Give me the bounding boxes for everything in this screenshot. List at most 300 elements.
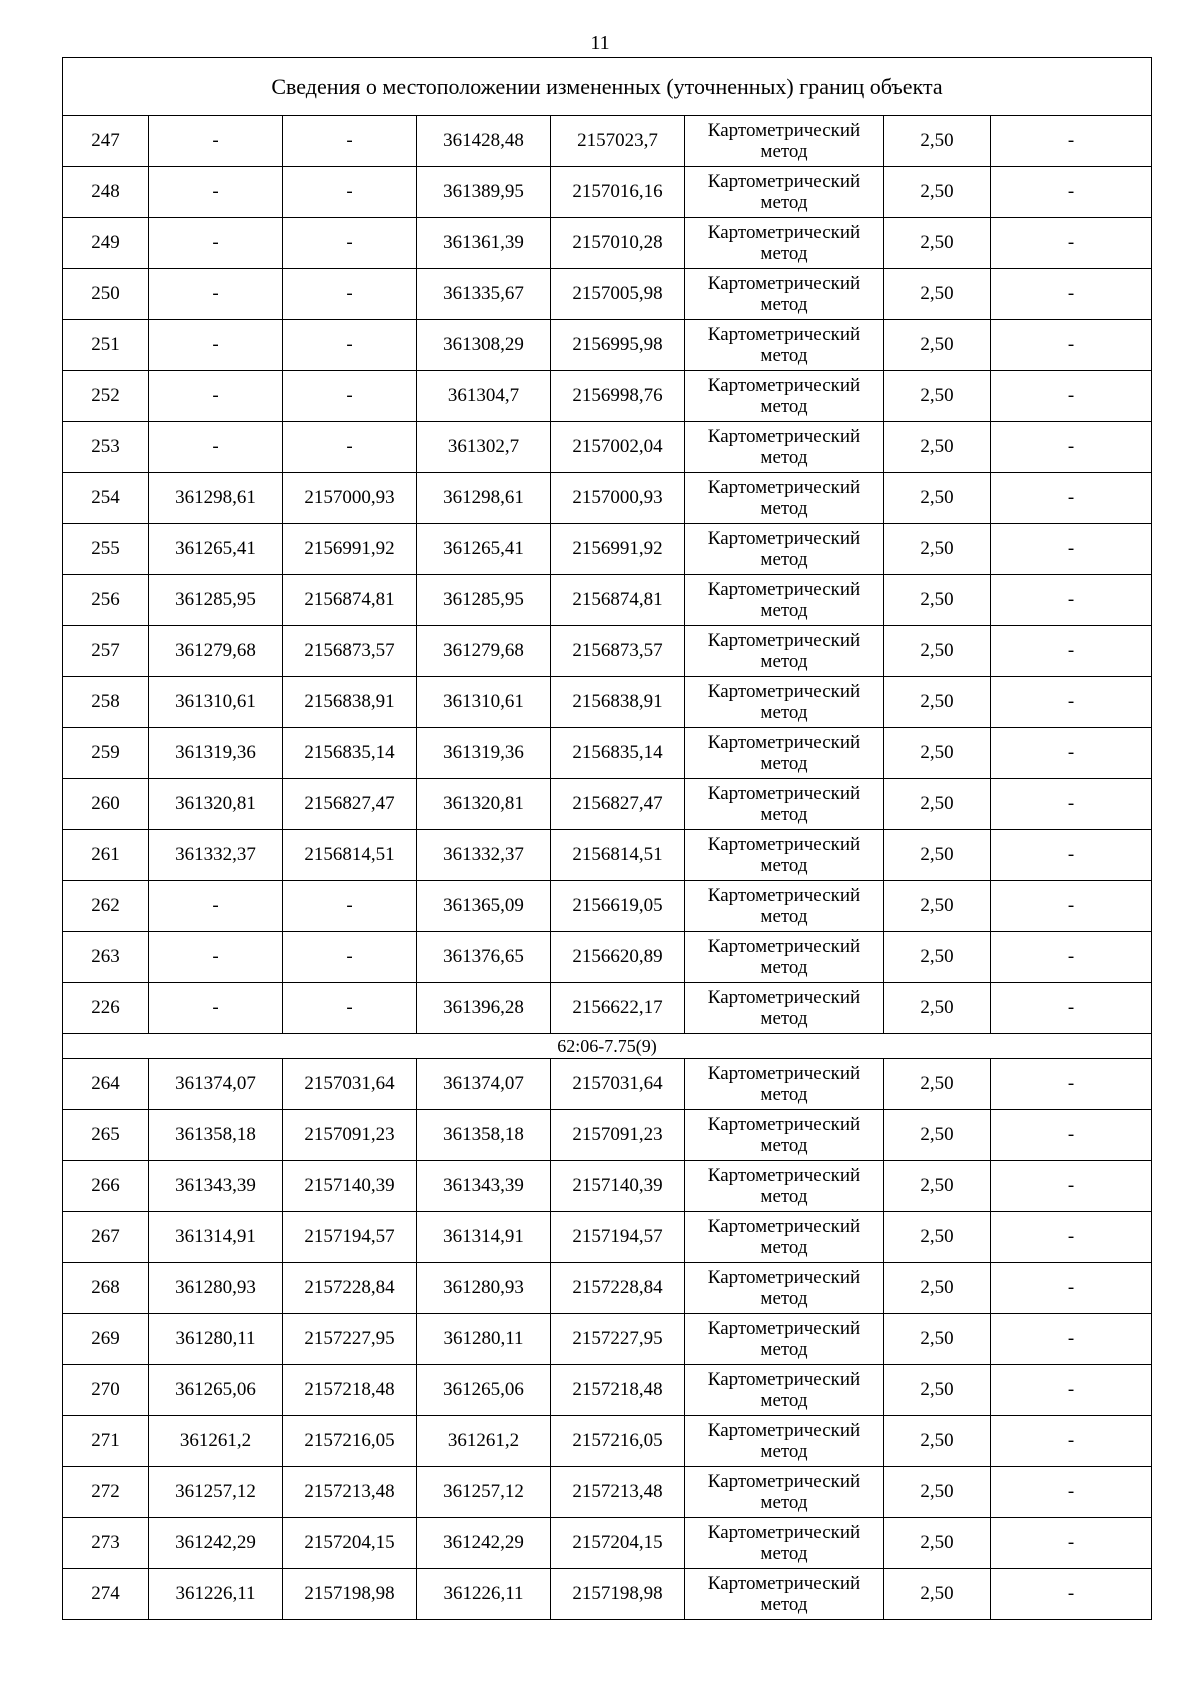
point-number: 265	[63, 1110, 149, 1161]
method-text: метод	[760, 1492, 808, 1513]
method-text: Картометрический	[707, 1318, 861, 1339]
x-old-coordinate: 361280,11	[149, 1314, 283, 1365]
method-text: метод	[760, 447, 808, 468]
accuracy-value: 2,50	[884, 728, 991, 779]
method-text: Картометрический	[707, 324, 861, 345]
y-new-coordinate: 2157218,48	[551, 1365, 685, 1416]
method-text: метод	[760, 702, 808, 723]
method-cell	[685, 1110, 884, 1161]
x-old-coordinate: -	[149, 218, 283, 269]
x-old-coordinate: 361265,41	[149, 524, 283, 575]
point-number: 250	[63, 269, 149, 320]
y-new-coordinate: 2157091,23	[551, 1110, 685, 1161]
method-cell	[685, 626, 884, 677]
point-number: 255	[63, 524, 149, 575]
x-new-coordinate: 361314,91	[417, 1212, 551, 1263]
method-cell	[685, 932, 884, 983]
y-new-coordinate: 2156835,14	[551, 728, 685, 779]
method-text: Картометрический	[707, 732, 861, 753]
method-text: метод	[760, 753, 808, 774]
note-value: -	[991, 1161, 1152, 1212]
method-text: метод	[760, 1008, 808, 1029]
method-text: Картометрический	[707, 375, 861, 396]
table-title-row	[63, 58, 1152, 116]
accuracy-value: 2,50	[884, 422, 991, 473]
method-cell	[685, 218, 884, 269]
method-text: Картометрический	[707, 426, 861, 447]
point-number: 270	[63, 1365, 149, 1416]
y-old-coordinate: 2157228,84	[283, 1263, 417, 1314]
accuracy-value: 2,50	[884, 1059, 991, 1110]
table-row	[63, 422, 1152, 473]
x-new-coordinate: 361308,29	[417, 320, 551, 371]
table-row	[63, 983, 1152, 1034]
y-old-coordinate: 2157091,23	[283, 1110, 417, 1161]
section-label: 62:06-7.75(9)	[63, 1034, 1152, 1059]
point-number: 260	[63, 779, 149, 830]
point-number: 269	[63, 1314, 149, 1365]
note-value: -	[991, 830, 1152, 881]
y-old-coordinate: -	[283, 983, 417, 1034]
method-text: метод	[760, 651, 808, 672]
note-value: -	[991, 1569, 1152, 1620]
y-old-coordinate: -	[283, 932, 417, 983]
method-text: Картометрический	[707, 1369, 861, 1390]
method-cell	[685, 830, 884, 881]
y-old-coordinate: 2156835,14	[283, 728, 417, 779]
note-value: -	[991, 167, 1152, 218]
note-value: -	[991, 422, 1152, 473]
table-row	[63, 1518, 1152, 1569]
x-old-coordinate: -	[149, 983, 283, 1034]
method-text: Картометрический	[707, 1114, 861, 1135]
note-value: -	[991, 1314, 1152, 1365]
page-number: 11	[590, 32, 610, 54]
y-old-coordinate: 2157213,48	[283, 1467, 417, 1518]
accuracy-value: 2,50	[884, 830, 991, 881]
accuracy-value: 2,50	[884, 167, 991, 218]
x-new-coordinate: 361361,39	[417, 218, 551, 269]
method-text: Картометрический	[707, 1573, 861, 1594]
y-new-coordinate: 2156998,76	[551, 371, 685, 422]
method-cell	[685, 1518, 884, 1569]
point-number: 258	[63, 677, 149, 728]
method-cell	[685, 1161, 884, 1212]
table-row	[63, 626, 1152, 677]
method-text: Картометрический	[707, 1522, 861, 1543]
table-row	[63, 1161, 1152, 1212]
table-row	[63, 320, 1152, 371]
method-cell	[685, 1314, 884, 1365]
note-value: -	[991, 269, 1152, 320]
note-value: -	[991, 728, 1152, 779]
y-old-coordinate: -	[283, 218, 417, 269]
table-row	[63, 1314, 1152, 1365]
x-new-coordinate: 361332,37	[417, 830, 551, 881]
method-text: Картометрический	[707, 1216, 861, 1237]
x-old-coordinate: 361343,39	[149, 1161, 283, 1212]
y-new-coordinate: 2156838,91	[551, 677, 685, 728]
table-row	[63, 1365, 1152, 1416]
accuracy-value: 2,50	[884, 1161, 991, 1212]
y-new-coordinate: 2157140,39	[551, 1161, 685, 1212]
method-text: метод	[760, 1135, 808, 1156]
accuracy-value: 2,50	[884, 1212, 991, 1263]
x-new-coordinate: 361374,07	[417, 1059, 551, 1110]
y-new-coordinate: 2156827,47	[551, 779, 685, 830]
method-cell	[685, 422, 884, 473]
x-new-coordinate: 361389,95	[417, 167, 551, 218]
y-new-coordinate: 2157010,28	[551, 218, 685, 269]
x-old-coordinate: 361242,29	[149, 1518, 283, 1569]
method-text: Картометрический	[707, 579, 861, 600]
method-text: Картометрический	[707, 783, 861, 804]
note-value: -	[991, 1518, 1152, 1569]
table-row	[63, 371, 1152, 422]
x-new-coordinate: 361279,68	[417, 626, 551, 677]
x-new-coordinate: 361343,39	[417, 1161, 551, 1212]
accuracy-value: 2,50	[884, 1569, 991, 1620]
method-text: Картометрический	[707, 1471, 861, 1492]
x-new-coordinate: 361285,95	[417, 575, 551, 626]
y-new-coordinate: 2157000,93	[551, 473, 685, 524]
y-new-coordinate: 2157228,84	[551, 1263, 685, 1314]
method-cell	[685, 1569, 884, 1620]
x-old-coordinate: 361280,93	[149, 1263, 283, 1314]
accuracy-value: 2,50	[884, 575, 991, 626]
accuracy-value: 2,50	[884, 1314, 991, 1365]
method-text: метод	[760, 855, 808, 876]
x-old-coordinate: -	[149, 116, 283, 167]
method-text: метод	[760, 549, 808, 570]
x-new-coordinate: 361261,2	[417, 1416, 551, 1467]
y-new-coordinate: 2157198,98	[551, 1569, 685, 1620]
y-new-coordinate: 2156873,57	[551, 626, 685, 677]
method-cell	[685, 881, 884, 932]
x-new-coordinate: 361320,81	[417, 779, 551, 830]
point-number: 267	[63, 1212, 149, 1263]
accuracy-value: 2,50	[884, 116, 991, 167]
accuracy-value: 2,50	[884, 1365, 991, 1416]
accuracy-value: 2,50	[884, 1110, 991, 1161]
point-number: 271	[63, 1416, 149, 1467]
y-new-coordinate: 2156620,89	[551, 932, 685, 983]
x-new-coordinate: 361396,28	[417, 983, 551, 1034]
method-text: Картометрический	[707, 1165, 861, 1186]
method-text: метод	[760, 1237, 808, 1258]
method-cell	[685, 1467, 884, 1518]
note-value: -	[991, 371, 1152, 422]
method-cell	[685, 371, 884, 422]
accuracy-value: 2,50	[884, 371, 991, 422]
y-old-coordinate: 2157218,48	[283, 1365, 417, 1416]
y-new-coordinate: 2156622,17	[551, 983, 685, 1034]
method-cell	[685, 779, 884, 830]
x-old-coordinate: 361226,11	[149, 1569, 283, 1620]
note-value: -	[991, 626, 1152, 677]
table-row	[63, 1212, 1152, 1263]
table-row	[63, 1059, 1152, 1110]
y-old-coordinate: 2156873,57	[283, 626, 417, 677]
method-text: метод	[760, 906, 808, 927]
point-number: 249	[63, 218, 149, 269]
boundary-coordinates-table	[62, 57, 1152, 1620]
note-value: -	[991, 881, 1152, 932]
method-text: метод	[760, 1594, 808, 1615]
x-new-coordinate: 361428,48	[417, 116, 551, 167]
accuracy-value: 2,50	[884, 626, 991, 677]
method-text: метод	[760, 345, 808, 366]
method-text: Картометрический	[707, 171, 861, 192]
point-number: 259	[63, 728, 149, 779]
method-cell	[685, 116, 884, 167]
y-new-coordinate: 2157002,04	[551, 422, 685, 473]
y-old-coordinate: 2156838,91	[283, 677, 417, 728]
x-old-coordinate: 361285,95	[149, 575, 283, 626]
note-value: -	[991, 932, 1152, 983]
y-old-coordinate: -	[283, 116, 417, 167]
y-old-coordinate: -	[283, 371, 417, 422]
y-old-coordinate: -	[283, 167, 417, 218]
x-new-coordinate: 361319,36	[417, 728, 551, 779]
y-old-coordinate: 2157031,64	[283, 1059, 417, 1110]
method-text: метод	[760, 1339, 808, 1360]
x-new-coordinate: 361298,61	[417, 473, 551, 524]
point-number: 248	[63, 167, 149, 218]
table-row	[63, 1416, 1152, 1467]
y-old-coordinate: 2156814,51	[283, 830, 417, 881]
table-row	[63, 1110, 1152, 1161]
x-new-coordinate: 361304,7	[417, 371, 551, 422]
accuracy-value: 2,50	[884, 473, 991, 524]
y-new-coordinate: 2157023,7	[551, 116, 685, 167]
point-number: 272	[63, 1467, 149, 1518]
accuracy-value: 2,50	[884, 320, 991, 371]
method-text: Картометрический	[707, 936, 861, 957]
y-old-coordinate: 2156827,47	[283, 779, 417, 830]
table-row	[63, 524, 1152, 575]
point-number: 253	[63, 422, 149, 473]
y-old-coordinate: 2157140,39	[283, 1161, 417, 1212]
method-text: метод	[760, 1084, 808, 1105]
point-number: 261	[63, 830, 149, 881]
x-new-coordinate: 361226,11	[417, 1569, 551, 1620]
point-number: 252	[63, 371, 149, 422]
method-cell	[685, 1365, 884, 1416]
y-new-coordinate: 2156619,05	[551, 881, 685, 932]
table-row	[63, 575, 1152, 626]
note-value: -	[991, 320, 1152, 371]
note-value: -	[991, 1365, 1152, 1416]
point-number: 226	[63, 983, 149, 1034]
note-value: -	[991, 1212, 1152, 1263]
table-row	[63, 779, 1152, 830]
method-text: метод	[760, 243, 808, 264]
table-row	[63, 269, 1152, 320]
y-old-coordinate: 2156991,92	[283, 524, 417, 575]
table-row	[63, 881, 1152, 932]
accuracy-value: 2,50	[884, 881, 991, 932]
method-text: Картометрический	[707, 681, 861, 702]
method-text: метод	[760, 396, 808, 417]
note-value: -	[991, 473, 1152, 524]
note-value: -	[991, 524, 1152, 575]
y-old-coordinate: 2157216,05	[283, 1416, 417, 1467]
accuracy-value: 2,50	[884, 983, 991, 1034]
x-new-coordinate: 361257,12	[417, 1467, 551, 1518]
x-old-coordinate: 361257,12	[149, 1467, 283, 1518]
y-old-coordinate: 2157198,98	[283, 1569, 417, 1620]
x-new-coordinate: 361358,18	[417, 1110, 551, 1161]
method-text: метод	[760, 141, 808, 162]
note-value: -	[991, 1467, 1152, 1518]
x-old-coordinate: 361279,68	[149, 626, 283, 677]
note-value: -	[991, 983, 1152, 1034]
method-text: Картометрический	[707, 222, 861, 243]
y-new-coordinate: 2157204,15	[551, 1518, 685, 1569]
y-old-coordinate: -	[283, 269, 417, 320]
point-number: 266	[63, 1161, 149, 1212]
point-number: 247	[63, 116, 149, 167]
accuracy-value: 2,50	[884, 677, 991, 728]
accuracy-value: 2,50	[884, 524, 991, 575]
x-old-coordinate: 361358,18	[149, 1110, 283, 1161]
x-new-coordinate: 361310,61	[417, 677, 551, 728]
y-old-coordinate: 2156874,81	[283, 575, 417, 626]
y-new-coordinate: 2157216,05	[551, 1416, 685, 1467]
y-old-coordinate: 2157227,95	[283, 1314, 417, 1365]
table-row	[63, 677, 1152, 728]
point-number: 274	[63, 1569, 149, 1620]
note-value: -	[991, 1059, 1152, 1110]
accuracy-value: 2,50	[884, 779, 991, 830]
y-new-coordinate: 2157031,64	[551, 1059, 685, 1110]
note-value: -	[991, 779, 1152, 830]
method-cell	[685, 677, 884, 728]
x-old-coordinate: 361320,81	[149, 779, 283, 830]
x-new-coordinate: 361242,29	[417, 1518, 551, 1569]
note-value: -	[991, 1263, 1152, 1314]
x-old-coordinate: 361319,36	[149, 728, 283, 779]
method-text: Картометрический	[707, 477, 861, 498]
x-old-coordinate: 361265,06	[149, 1365, 283, 1416]
x-new-coordinate: 361335,67	[417, 269, 551, 320]
accuracy-value: 2,50	[884, 1467, 991, 1518]
method-text: Картометрический	[707, 120, 861, 141]
y-new-coordinate: 2157227,95	[551, 1314, 685, 1365]
point-number: 273	[63, 1518, 149, 1569]
method-text: метод	[760, 498, 808, 519]
point-number: 263	[63, 932, 149, 983]
table-row	[63, 728, 1152, 779]
method-text: Картометрический	[707, 1267, 861, 1288]
x-old-coordinate: -	[149, 269, 283, 320]
y-old-coordinate: -	[283, 422, 417, 473]
note-value: -	[991, 1110, 1152, 1161]
method-cell	[685, 575, 884, 626]
y-new-coordinate: 2156814,51	[551, 830, 685, 881]
table-row	[63, 218, 1152, 269]
table-row	[63, 116, 1152, 167]
accuracy-value: 2,50	[884, 1416, 991, 1467]
method-cell	[685, 1059, 884, 1110]
method-cell	[685, 320, 884, 371]
y-new-coordinate: 2156874,81	[551, 575, 685, 626]
method-text: метод	[760, 1288, 808, 1309]
y-old-coordinate: 2157194,57	[283, 1212, 417, 1263]
x-old-coordinate: -	[149, 932, 283, 983]
method-text: метод	[760, 957, 808, 978]
note-value: -	[991, 575, 1152, 626]
x-new-coordinate: 361365,09	[417, 881, 551, 932]
method-text: метод	[760, 1441, 808, 1462]
method-text: Картометрический	[707, 885, 861, 906]
method-text: Картометрический	[707, 273, 861, 294]
accuracy-value: 2,50	[884, 218, 991, 269]
point-number: 251	[63, 320, 149, 371]
x-new-coordinate: 361265,41	[417, 524, 551, 575]
x-old-coordinate: -	[149, 422, 283, 473]
method-text: Картометрический	[707, 1063, 861, 1084]
method-cell	[685, 1263, 884, 1314]
method-cell	[685, 983, 884, 1034]
point-number: 257	[63, 626, 149, 677]
table-row	[63, 167, 1152, 218]
method-cell	[685, 1416, 884, 1467]
note-value: -	[991, 1416, 1152, 1467]
x-old-coordinate: -	[149, 371, 283, 422]
method-text: Картометрический	[707, 834, 861, 855]
method-text: Картометрический	[707, 987, 861, 1008]
point-number: 262	[63, 881, 149, 932]
method-text: метод	[760, 1543, 808, 1564]
y-new-coordinate: 2156991,92	[551, 524, 685, 575]
y-new-coordinate: 2156995,98	[551, 320, 685, 371]
x-new-coordinate: 361280,93	[417, 1263, 551, 1314]
accuracy-value: 2,50	[884, 1263, 991, 1314]
method-text: метод	[760, 600, 808, 621]
x-old-coordinate: -	[149, 167, 283, 218]
method-cell	[685, 167, 884, 218]
x-old-coordinate: -	[149, 320, 283, 371]
y-old-coordinate: 2157204,15	[283, 1518, 417, 1569]
accuracy-value: 2,50	[884, 269, 991, 320]
y-old-coordinate: 2157000,93	[283, 473, 417, 524]
note-value: -	[991, 116, 1152, 167]
section-row	[63, 1034, 1152, 1059]
y-old-coordinate: -	[283, 320, 417, 371]
table-row	[63, 1263, 1152, 1314]
point-number: 264	[63, 1059, 149, 1110]
method-cell	[685, 728, 884, 779]
table-row	[63, 1569, 1152, 1620]
method-cell	[685, 1212, 884, 1263]
x-old-coordinate: 361332,37	[149, 830, 283, 881]
method-text: Картометрический	[707, 630, 861, 651]
method-cell	[685, 524, 884, 575]
x-new-coordinate: 361265,06	[417, 1365, 551, 1416]
y-new-coordinate: 2157213,48	[551, 1467, 685, 1518]
method-text: метод	[760, 192, 808, 213]
method-text: Картометрический	[707, 1420, 861, 1441]
x-old-coordinate: 361261,2	[149, 1416, 283, 1467]
y-new-coordinate: 2157005,98	[551, 269, 685, 320]
method-text: метод	[760, 804, 808, 825]
table-row	[63, 473, 1152, 524]
point-number: 254	[63, 473, 149, 524]
x-old-coordinate: -	[149, 881, 283, 932]
method-cell	[685, 473, 884, 524]
